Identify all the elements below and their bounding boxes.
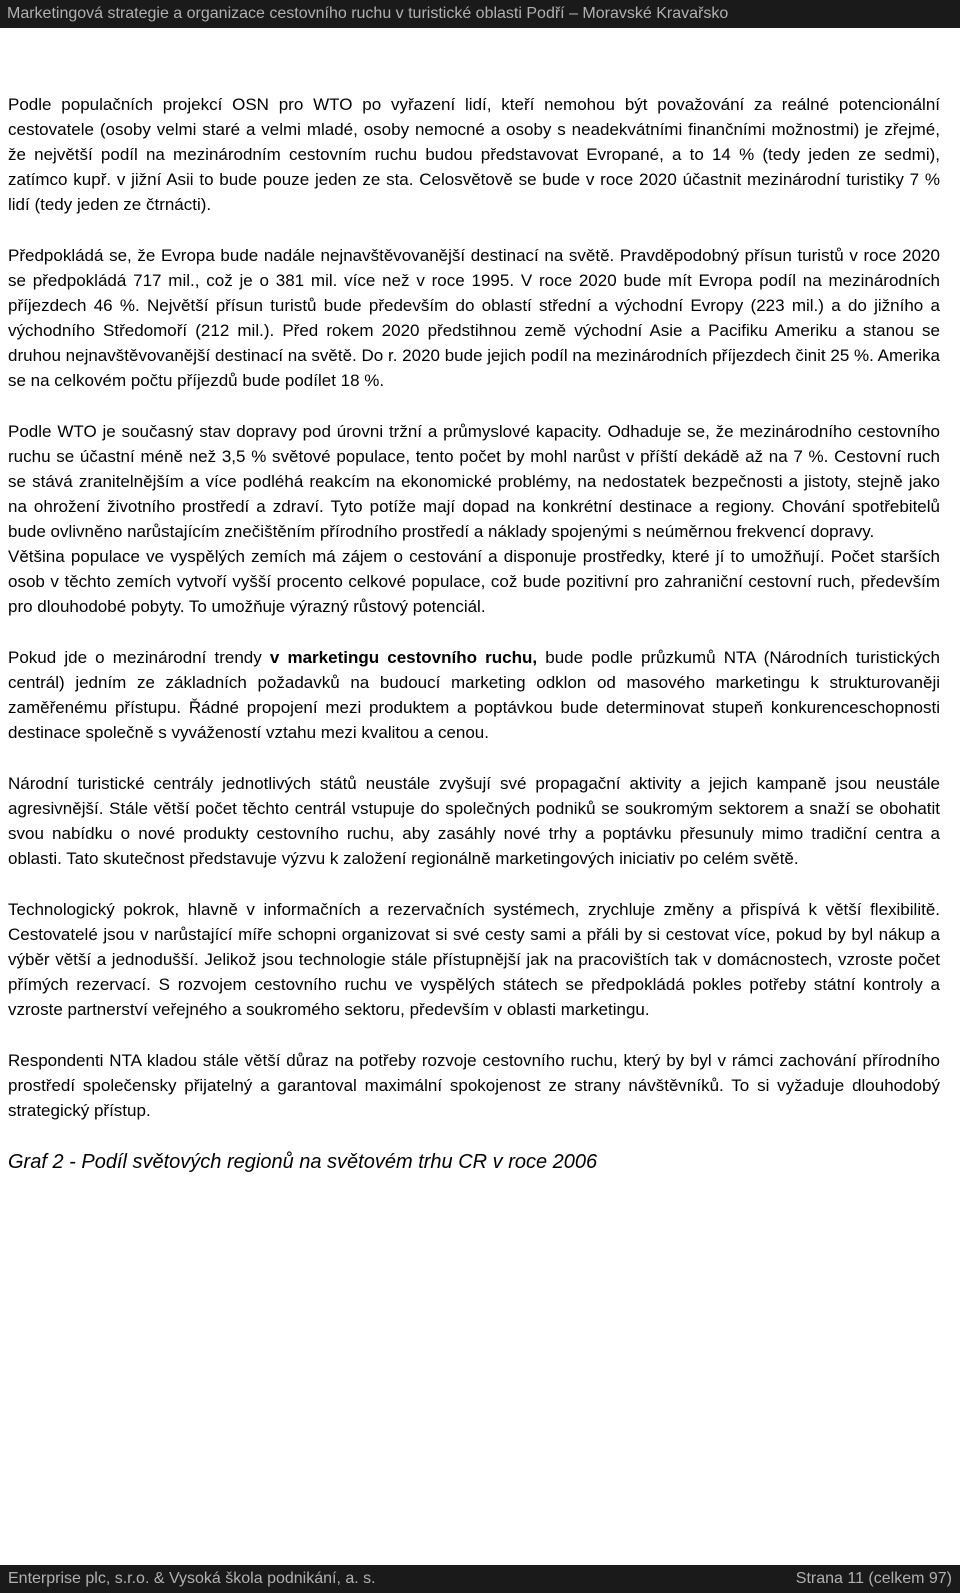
figure-caption: Graf 2 - Podíl světových regionů na světovém trhu CR v roce 2006 [8, 1151, 598, 1173]
paragraph-marketing-trends [8, 645, 940, 745]
footer-page-number: Strana 11 (celkem 97) [795, 1570, 952, 1587]
paragraph-developed-countries: Většina populace ve vyspělých zemích má zájem o cestování a disponuje prostředky, které jí to umožňují. Počet starších osob v těchto zemích vytvoří vyšší procento celkové populace, což bude pozitivní pro zahraniční cestovní ruch, především pro dlouhodobé pobyty. To umožňuje výrazný růstový potenciál. [8, 547, 940, 616]
paragraph-national-tourist-boards: Národní turistické centrály jednotlivých států neustále zvyšují své propagační aktivity a jejich kampaně jsou neustále agresivnější. Stále větší počet těchto centrál vstupuje do společných podniků se soukromým sektorem a snaží se obohatit svou nabídku o nové produkty cestovního ruchu, aby zasáhly nové trhy a poptávku přesunuly mimo tradiční centra a oblasti. Tato skutečnost představuje výzvu k založení regionálně marketingových iniciativ po celém světě. [8, 774, 940, 868]
paragraph-nta-respondents: Respondenti NTA kladou stále větší důraz na potřeby rozvoje cestovního ruchu, který by byl v rámci zachování přírodního prostředí společensky přijatelný a garantoval maximální spokojenost ze strany návštěvníků. To si vyžaduje dlouhodobý strategický přístup. [8, 1051, 940, 1120]
paragraph-europe-destination: Předpokládá se, že Evropa bude nadále nejnavštěvovanější destinací na světě. Pravděpodobný přísun turistů v roce 2020 se předpokládá 717 mil., což je o 381 mil. více než v roce 1995. V roce 2020 bude mít Evropa podíl na mezinárodních příjezdech 46 %. Největší přísun turistů bude především do oblastí střední a východní Evropy (223 mil.) a do jižního a východního Středomoří (212 mil.). Před rokem 2020 předstihnou země východní Asie a Pacifiku Ameriku a stanou se druhou nejnavštěvovanější destinací na světě. Do r. 2020 bude jejich podíl na mezinárodních příjezdech činit 25 %. Amerika se na celkovém počtu příjezdů bude podílet 18 %. [8, 246, 940, 390]
footer-publisher: Enterprise plc, s.r.o. & Vysoká škola podnikání, a. s. [8, 1570, 376, 1587]
paragraph-transport-state: Podle WTO je současný stav dopravy pod úrovni tržní a průmyslové kapacity. Odhaduje se, že mezinárodního cestovního ruchu se účastní méně než 3,5 % světové populace, tento počet by mohl narůst v příští dekádě až na 7 %. Cestovní ruch se stává zranitelnějším a více podléhá reakcím na ekonomické problémy, na nedostatek bezpečnosti a jistoty, stejně jako na ohrožení životního prostředí a zdraví. Tyto potíže mají dopad na konkrétní destinace a regiony. Chování spotřebitelů bude ovlivněno narůstajícím znečištěním přírodního prostředí a náklady spojenými s neúměrnou frekvencí dopravy. [8, 422, 940, 541]
marketing-trends-emphasis: v marketingu cestovního ruchu, [269, 648, 538, 667]
paragraph-technology-progress: Technologický pokrok, hlavně v informačních a rezervačních systémech, zrychluje změny a přispívá k větší flexibilitě. Cestovatelé jsou v narůstající míře schopni organizovat si své cesty sami a přáli by si cestovat více, pokud by byl nákup a výběr větší a jednodušší. Jelikož jsou technologie stále přístupnější jak na pracovištích tak v domácnostech, vzroste počet přímých rezervací. S rozvojem cestovního ruchu ve vyspělých státech se předpokládá pokles potřeby státní kontroly a vzroste partnerství veřejného a soukromého sektoru, především v oblasti marketingu. [8, 900, 940, 1019]
running-footer [0, 1565, 960, 1593]
header-title: Marketingová strategie a organizace cestovního ruchu v turistické oblasti Podří – Moravské Kravařsko [7, 5, 729, 22]
marketing-trends-rest: bude podle průzkumů NTA (Národních turistických centrál) jedním ze základních požadavků na budoucí marketing odklon od masového marketingu k strukturovaněji zaměřenému přístupu. Řádné propojení mezi produktem a poptávkou bude determinovat stupeň konkurenceschopnosti destinace společně s vyvážeností vztahu mezi kvalitou a cenou. [8, 648, 940, 742]
paragraph-population-projections: Podle populačních projekcí OSN pro WTO po vyřazení lidí, kteří nemohou být považování za reálné potencionální cestovatele (osoby velmi staré a velmi mladé, osoby nemocné a osoby s neadekvátními finančními možnostmi) je zřejmé, že největší podíl na mezinárodním cestovním ruchu budou představovat Evropané, a to 14 % (tedy jeden ze sedmi), zatímco kupř. v jižní Asii to bude pouze jeden ze sta. Celosvětově se bude v roce 2020 účastnit mezinárodní turistiky 7 % lidí (tedy jeden ze čtrnácti). [8, 95, 940, 214]
marketing-trends-intro: Pokud jde o mezinárodní trendy [8, 648, 270, 667]
running-header [0, 0, 960, 28]
document-body [8, 92, 940, 1175]
